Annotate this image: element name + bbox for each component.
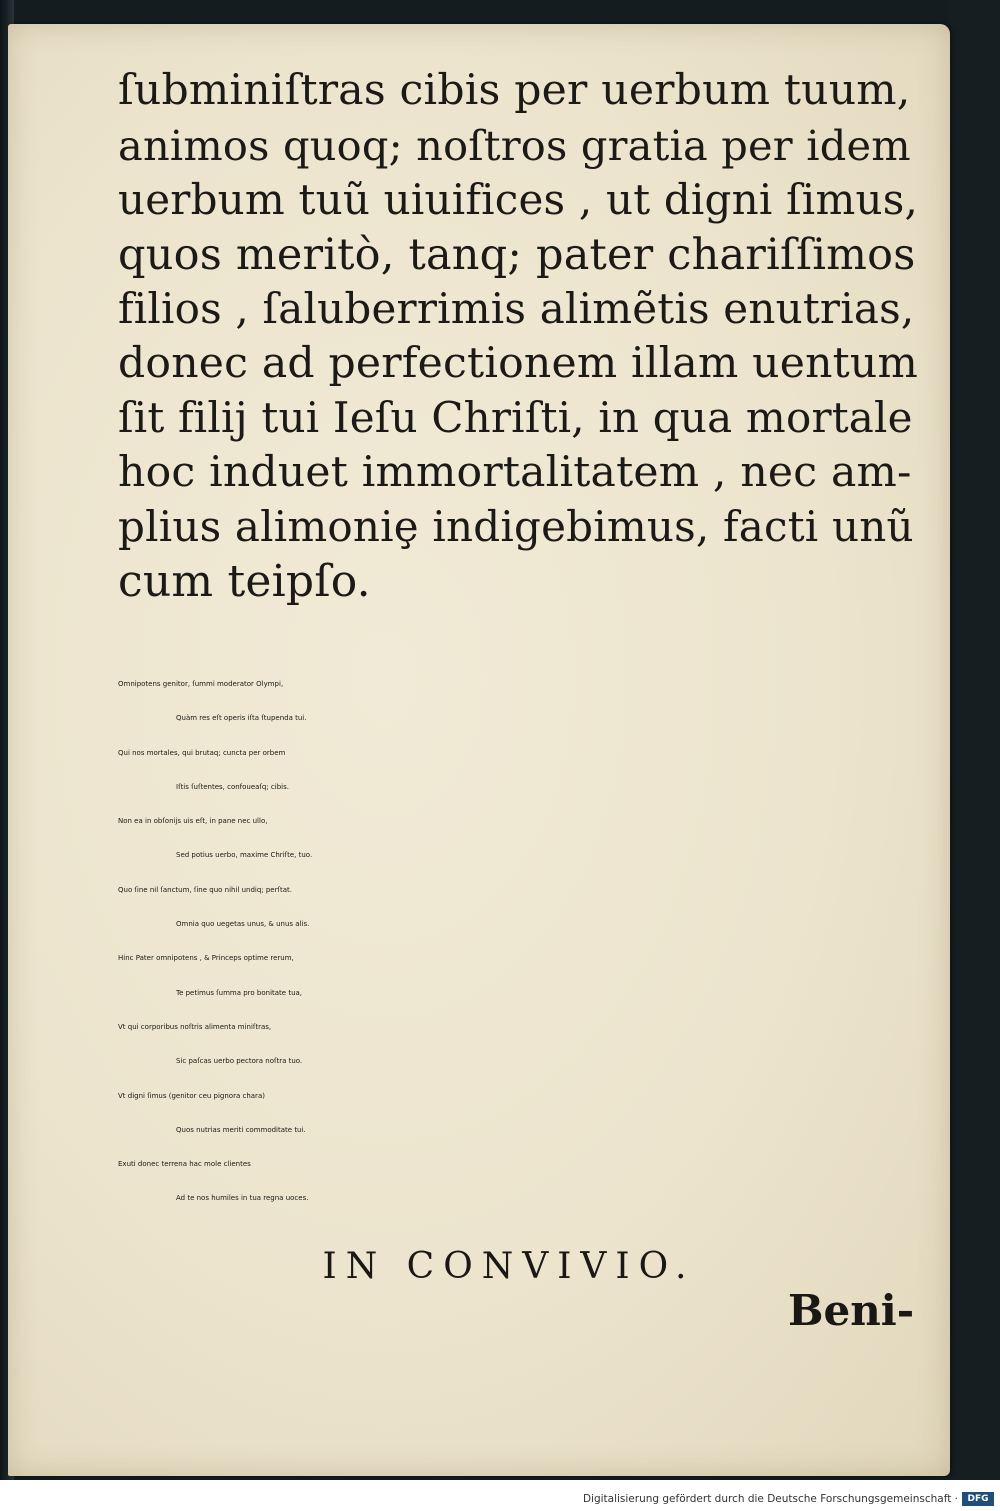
verse-line: Omnipotens genitor, ſummi moderator Olympi,: [118, 680, 284, 688]
verse-line-indented: Sic paſcas uerbo pectora noſtra tuo.: [176, 1057, 303, 1066]
verse-line-indented: Iſtis ſuſtentes, confoueaſq; cibis.: [176, 782, 289, 791]
prose-line: uerbum tuũ uiuifices , ut digni ſimus,: [118, 175, 919, 224]
verse-line-indented: Quàm res eſt operis iſta ſtupenda tui.: [176, 714, 307, 723]
verse-line-indented: Quos nutrias meriti commoditate tui.: [176, 1125, 306, 1134]
prose-line: hoc induet immortalitatem , nec am-: [118, 447, 912, 497]
verse-block: [118, 667, 918, 1216]
verse-line-indented: Sed potius uerbo, maxime Chriſte, tuo.: [176, 851, 313, 860]
prose-line: plius alimoniȩ indigebimus, facti unũ: [118, 502, 914, 551]
prose-line: quos meritò, tanq; pater chariſſimos: [118, 229, 916, 280]
scan-backdrop-right: [948, 0, 1000, 1480]
prose-line: cum teipſo.: [118, 555, 371, 607]
book-page: [8, 24, 950, 1476]
section-heading: IN CONVIVIO.: [322, 1246, 696, 1287]
verse-line: Non ea in obſonijs uis eſt, in pane nec ullo,: [118, 817, 268, 826]
prose-line: ſit filij tui Ieſu Chriſti, in qua mortale: [118, 393, 913, 442]
dfg-logo: DFG: [962, 1492, 994, 1506]
prose-line: donec ad perfectionem illam uentum: [118, 338, 919, 388]
verse-line-indented: Ad te nos humiles in tua regna uoces.: [176, 1194, 309, 1203]
verse-line: Quo ſine nil ſanctum, ſine quo nihil undiq; perſtat.: [118, 885, 292, 894]
verse-line-indented: Te petimus ſumma pro bonitate tua,: [176, 988, 303, 997]
verse-line: Vt digni ſimus (genitor ceu pignora chara): [118, 1091, 265, 1100]
catchword: Beni-: [788, 1286, 915, 1335]
verse-line: Vt qui corporibus noſtris alimenta miniſtras,: [118, 1022, 272, 1031]
prose-line: filios , ſaluberrimis alimẽtis enutrias,: [118, 284, 915, 333]
prayer-prose: [118, 64, 919, 609]
prose-line: animos quoq; noſtros gratia per idem: [118, 120, 911, 170]
verse-line: Exuti donec terrena hac mole clientes: [118, 1160, 251, 1169]
prose-line: ſubminiſtras cibis per uerbum tuum,: [118, 66, 911, 115]
verse-line: Hinc Pater omnipotens , & Princeps optime rerum,: [118, 954, 294, 963]
verse-line: Qui nos mortales, qui brutaq; cuncta per orbem: [118, 748, 286, 757]
funding-credit: Digitalisierung gefördert durch die Deutsche Forschungsgemeinschaft ·: [582, 1493, 958, 1505]
verse-line-indented: Omnia quo uegetas unus, & unus alis.: [176, 920, 310, 929]
